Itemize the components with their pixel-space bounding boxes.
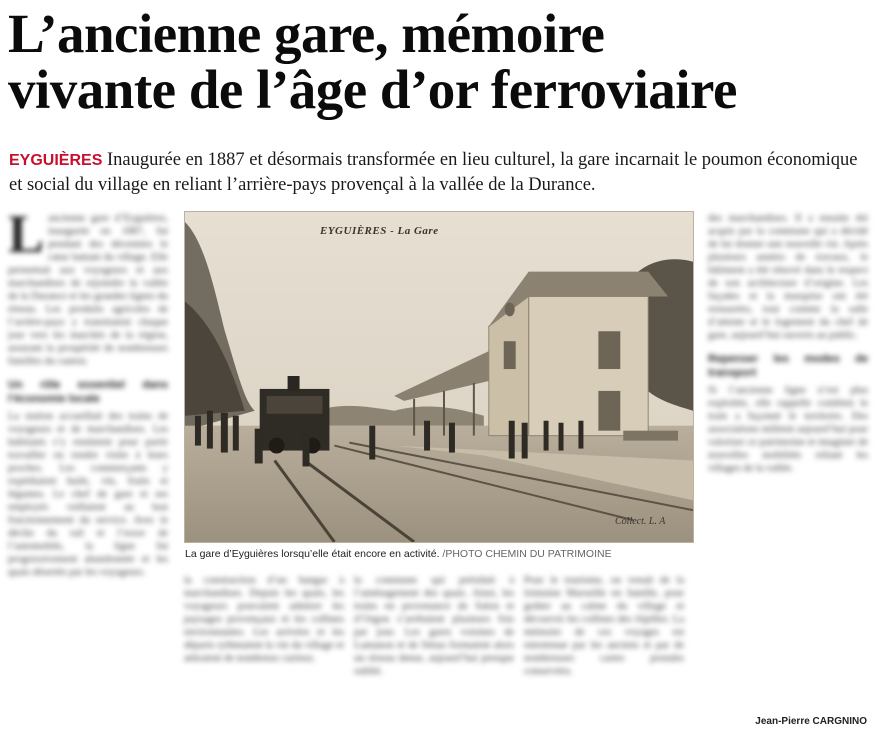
body-column-right xyxy=(708,212,868,708)
bench xyxy=(623,431,678,441)
kicker-location: EYGUIÈRES xyxy=(9,152,103,169)
body-column-left xyxy=(8,212,168,724)
headline-line-1: L’ancienne gare, mémoire xyxy=(8,3,605,64)
locomotive-cab xyxy=(267,396,323,414)
caption-credit: /PHOTO CHEMIN DU PATRIMOINE xyxy=(439,548,612,560)
historic-station-photo xyxy=(184,211,694,543)
body-paragraph: ancienne gare d’Eyguières, inaugurée en 1887, fut pendant des décennies le cœur battant du village. Elle permettait aux voyageurs et aux marchandises de rejoindre la vallée de la Durance et les grandes lignes du réseau. Les produits agricoles de l’arrière-pays y transitaient chaque jour vers les marchés de la région, assurant la prospérité de nombreuses familles du canton. xyxy=(8,213,168,367)
chapo-text: Inaugurée en 1887 et désormais transformée en lieu culturel, la gare incarnait le poumon économique et social du village en reliant l’arrière-pays provençal à la vallée de la Durance. xyxy=(9,150,858,195)
chapo xyxy=(9,148,869,197)
caption-text: La gare d’Eyguières lorsqu’elle était encore en activité. xyxy=(185,548,440,560)
headline xyxy=(8,3,870,120)
body-paragraph: des marchandises. Il a ensuite été acquis par la commune qui a décidé de lui donner une nouvelle vie. Après plusieurs années de travaux, le bâtiment a été rénové dans le respect de son architecture d’origine. Les façades et la marquise ont été restaurées, tout comme la salle d’attente et le logement du chef de gare, aujourd’hui ouverts au public. xyxy=(708,213,868,341)
oculus-window xyxy=(505,302,515,316)
station-window xyxy=(598,331,620,369)
body-paragraph: Si l’ancienne ligne n’est plus exploitée, elle rappelle combien le train a façonné le territoire. Des associations militent aujourd’hui pour valoriser ce patrimoine et imaginer de nouvelles mobilités reliant les villages de la vallée. xyxy=(708,385,868,474)
locomotive-chimney xyxy=(288,376,300,391)
station-illustration xyxy=(185,212,693,542)
body-column-bottom-3 xyxy=(524,574,684,724)
body-paragraph: la commune qui présidait à l’aménagement des quais. Ainsi, les trains en provenance de Salon et d’Orgon s’arrêtaient plusieurs fois par jour. Les gares voisines de Lamanon et de Sénas formaient alors un réseau dense, aujourd’hui presque oublié. xyxy=(354,575,514,677)
body-subheading: Un rôle essentiel dans l’économie locale xyxy=(8,379,168,405)
station-window xyxy=(504,341,516,369)
body-paragraph: la construction d’un hangar à marchandises. Depuis les quais, les voyageurs pouvaient admirer les paysages provençaux et les collines environnantes. Les arrivées et les départs rythmaient la vie du village et attiraient de nombreux curieux. xyxy=(184,575,344,664)
dropcap: L xyxy=(8,212,45,264)
station-building xyxy=(529,296,649,435)
locomotive-wheel xyxy=(269,438,285,454)
photo-title: EYGUIÈRES - La Gare xyxy=(320,225,439,237)
body-paragraph: La station accueillait des trains de voyageurs et de marchandises. Les habitants s’y rendaient pour partir travailler ou rendre visite à leurs proches. Les commerçants y expédiaient huile, vin, fruits et légumes. Le chef de gare et ses employés veillaient au bon fonctionnement du service. Avec le déclin du rail et l’essor de l’automobile, la ligne fut progressivement abandonnée et les quais désertés par les voyageurs. xyxy=(8,411,168,578)
photo-caption xyxy=(185,548,705,561)
photo-collector: Collect. L. A xyxy=(615,516,666,527)
body-column-bottom-1 xyxy=(184,574,344,724)
body-paragraph: Pour le tourisme, on venait de la lointaine Marseille en famille, pour goûter au calme du village et découvrir les collines des Alpilles. La mémoire de ces voyages est entretenue par les anciens et par de nombreuses cartes postales conservées. xyxy=(524,575,684,677)
station-window xyxy=(598,391,620,431)
author-byline: Jean-Pierre CARGNINO xyxy=(755,716,867,727)
headline-line-2: vivante de l’âge d’or ferroviaire xyxy=(8,59,737,120)
body-column-bottom-2 xyxy=(354,574,514,724)
body-subheading: Repenser les modes de transport xyxy=(708,353,868,379)
